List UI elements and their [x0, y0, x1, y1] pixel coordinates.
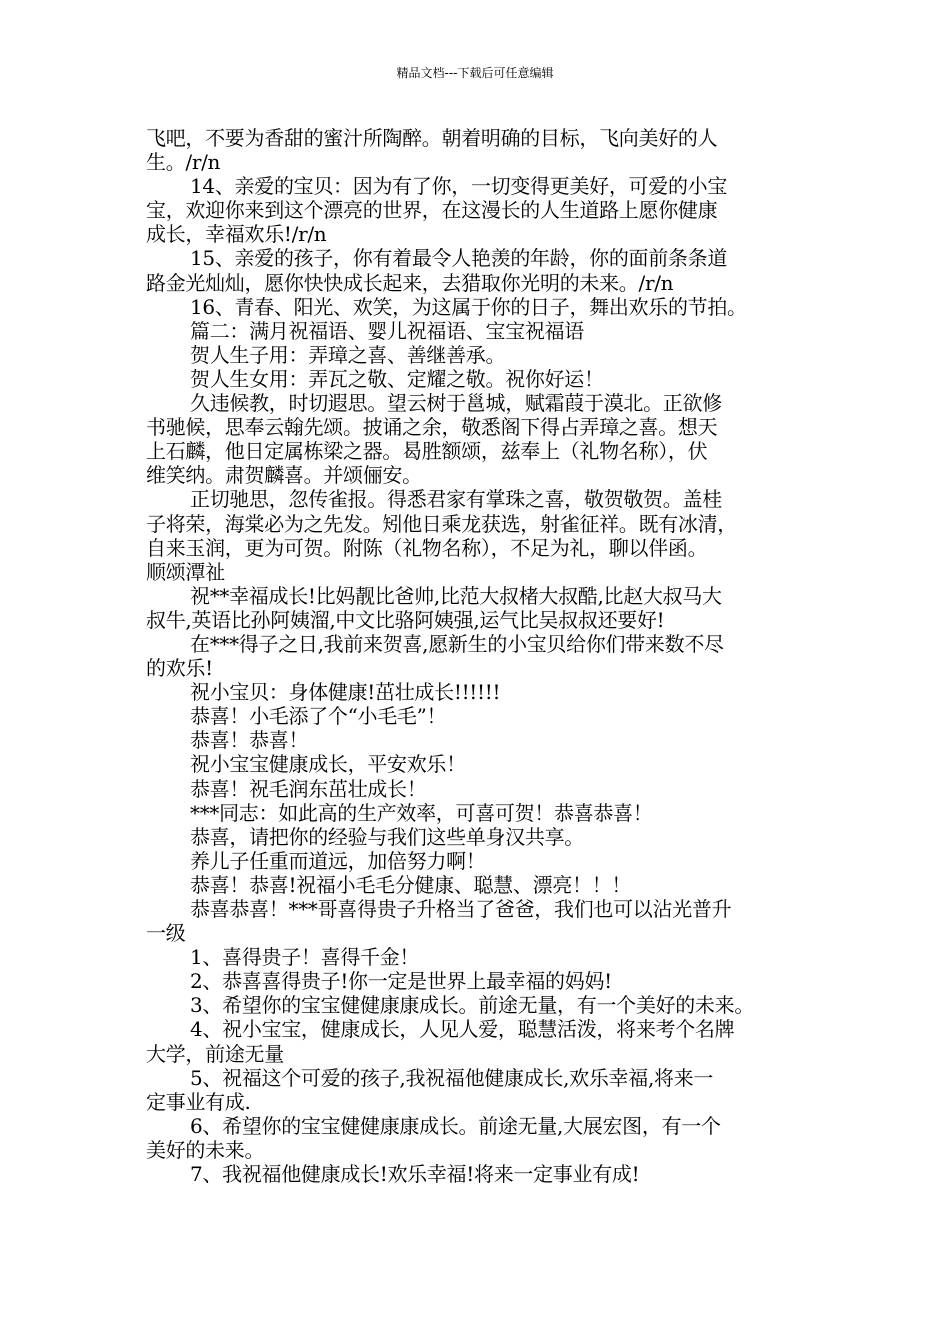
- paragraph: [146, 728, 806, 752]
- paragraph: [146, 897, 806, 945]
- paragraph: [146, 945, 806, 969]
- text-line: 成长，幸福欢乐!/r/n: [146, 222, 327, 247]
- text-line: 16、青春、阳光、欢笑，为这属于你的日子，舞出欢乐的节拍。: [190, 294, 747, 319]
- text-line: 正切驰思，忽传雀报。得悉君家有掌珠之喜，敬贺敬贺。盖桂: [190, 487, 722, 512]
- paragraph: [146, 993, 806, 1017]
- text-line: 贺人生女用：弄瓦之敬、定耀之敬。祝你好运！: [190, 366, 604, 391]
- text-line: 15、亲爱的孩子，你有着最令人艳羡的年龄，你的面前条条道: [190, 246, 728, 271]
- text-line: 贺人生子用：弄璋之喜、善继善承。: [190, 342, 506, 367]
- text-line: 6、希望你的宝宝健健康康成长。前途无量,大展宏图，有一个: [190, 1113, 721, 1138]
- text-line: 美好的未来。: [146, 1137, 265, 1162]
- text-line: 祝小宝贝：身体健康!茁壮成长!!!!!!: [190, 680, 501, 705]
- paragraph: [146, 777, 806, 801]
- text-line: 在***得子之日,我前来贺喜,愿新生的小宝贝给你们带来数不尽: [190, 631, 724, 656]
- text-line: 飞吧，不要为香甜的蜜汁所陶醉。朝着明确的目标，飞向美好的人: [146, 126, 718, 150]
- paragraph: [146, 825, 806, 849]
- text-line: 恭喜！恭喜！: [190, 728, 309, 753]
- text-line: 书驰候，思奉云翰先颂。披诵之余，敬悉阁下得占弄璋之喜。想天: [146, 415, 718, 440]
- paragraph: [146, 704, 806, 728]
- paragraph: [146, 1114, 806, 1162]
- paragraph: [146, 391, 806, 487]
- text-line: 的欢乐!: [146, 656, 213, 681]
- text-line: 上石麟，他日定属栋梁之器。曷胜额颂，兹奉上（礼物名称），伏: [146, 439, 708, 464]
- paragraph: [146, 343, 806, 367]
- text-line: 生。/r/n: [146, 150, 221, 175]
- text-line: 顺颂潭祉: [146, 559, 225, 584]
- paragraph: [146, 584, 806, 632]
- paragraph: [146, 969, 806, 993]
- text-line: 一级: [146, 921, 186, 946]
- page-header: 精品文档---下载后可任意编辑: [396, 66, 554, 80]
- text-line: 宝，欢迎你来到这个漂亮的世界，在这漫长的人生道路上愿你健康: [146, 198, 718, 223]
- text-line: 篇二：满月祝福语、婴儿祝福语、宝宝祝福语: [190, 318, 584, 343]
- paragraph: [146, 1017, 806, 1065]
- text-line: 祝**幸福成长!比妈靓比爸帅,比范大叔楮大叔酷,比赵大叔马大: [190, 583, 722, 608]
- text-line: 3、希望你的宝宝健健康康成长。前途无量，有一个美好的未来。: [190, 993, 755, 1018]
- paragraph: [146, 174, 806, 246]
- text-line: 恭喜！恭喜!祝福小毛毛分健康、聪慧、漂亮！！！: [190, 872, 632, 897]
- text-line: 大学，前途无量: [146, 1041, 284, 1066]
- paragraph: [146, 246, 806, 294]
- text-line: 维笑纳。肃贺麟喜。并颂俪安。: [146, 463, 422, 488]
- paragraph: [146, 367, 806, 391]
- text-line: 7、我祝福他健康成长!欢乐幸福!将来一定事业有成!: [190, 1162, 640, 1187]
- text-line: 14、亲爱的宝贝：因为有了你，一切变得更美好，可爱的小宝: [190, 174, 728, 199]
- paragraph: [146, 680, 806, 704]
- text-line: 1、喜得贵子！喜得千金！: [190, 945, 420, 970]
- text-line: 恭喜！小毛添了个“小毛毛”！: [190, 704, 447, 729]
- paragraph: [146, 126, 806, 174]
- text-line: ***同志：如此高的生产效率，可喜可贺！恭喜恭喜！: [190, 800, 653, 825]
- text-line: 4、祝小宝宝，健康成长，人见人爱，聪慧活泼，将来考个名牌: [190, 1017, 735, 1042]
- text-line: 养儿子任重而道远，加倍努力啊！: [190, 848, 486, 873]
- paragraph: [146, 873, 806, 897]
- paragraph: [146, 632, 806, 680]
- paragraph: [146, 752, 806, 776]
- text-line: 定事业有成.: [146, 1089, 251, 1114]
- paragraph: [146, 1162, 806, 1186]
- text-line: 子将荣，海棠必为之先发。矧他日乘龙获选，射雀征祥。既有冰清，: [146, 511, 737, 536]
- text-line: 祝小宝宝健康成长，平安欢乐！: [190, 752, 466, 777]
- text-line: 5、祝福这个可爱的孩子,我祝福他健康成长,欢乐幸福,将来一: [190, 1065, 714, 1090]
- paragraph: [146, 849, 806, 873]
- paragraph: [146, 487, 806, 583]
- text-line: 叔牛,英语比孙阿姨溜,中文比骆阿姨强,运气比吴叔叔还要好!: [146, 607, 665, 632]
- document-body: [146, 126, 806, 1186]
- text-line: 自来玉润，更为可贺。附陈（礼物名称），不足为礼，聊以伴函。: [146, 535, 708, 560]
- paragraph: [146, 319, 806, 343]
- text-line: 恭喜，请把你的经验与我们这些单身汉共享。: [190, 824, 584, 849]
- text-line: 2、恭喜喜得贵子!你一定是世界上最幸福的妈妈!: [190, 969, 612, 994]
- text-line: 恭喜恭喜！***哥喜得贵子升格当了爸爸，我们也可以沾光普升: [190, 897, 732, 921]
- paragraph: [146, 801, 806, 825]
- text-line: 久违候教，时切遐思。望云树于邕城，赋霜葭于漠北。正欲修: [190, 391, 722, 416]
- text-line: 路金光灿灿，愿你快快成长起来，去猎取你光明的未来。/r/n: [146, 270, 674, 295]
- paragraph: [146, 295, 806, 319]
- paragraph: [146, 1066, 806, 1114]
- text-line: 恭喜！祝毛润东茁壮成长！: [190, 776, 427, 801]
